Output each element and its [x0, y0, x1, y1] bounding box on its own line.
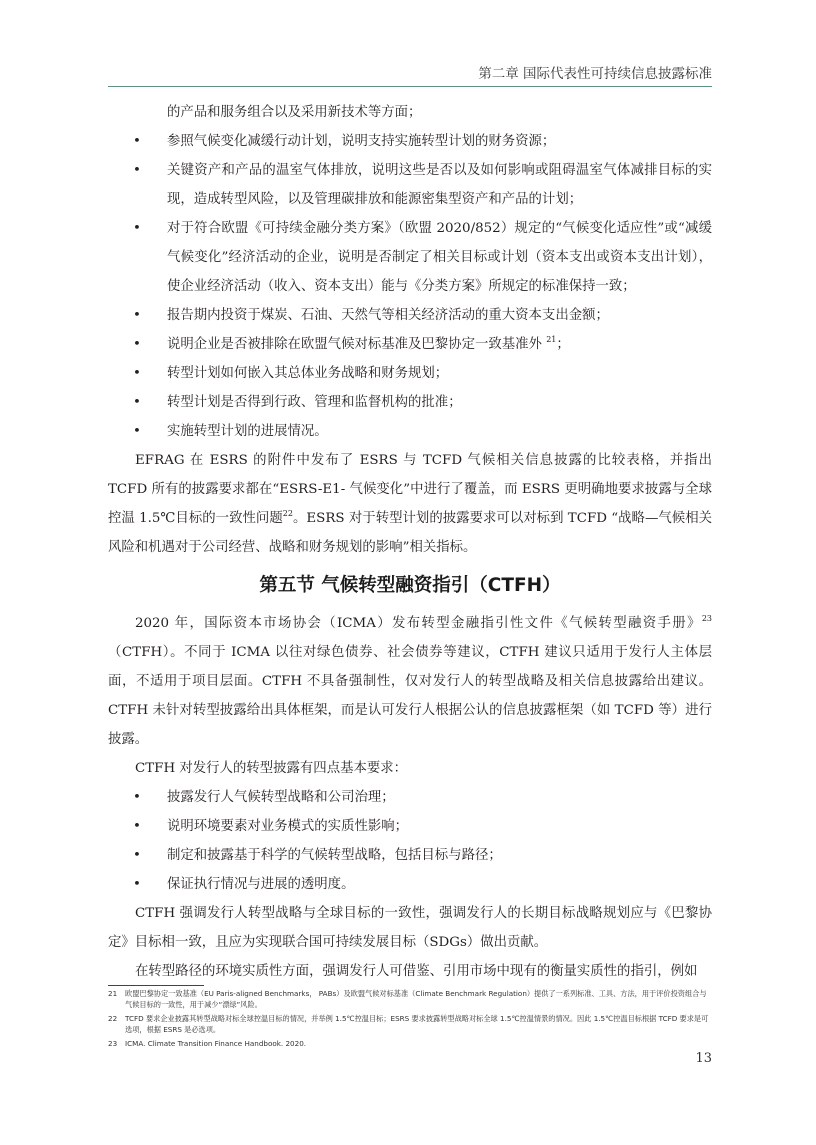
list-item: • 报告期内投资于煤炭、石油、天然气等相关经济活动的重大资本支出金额； [108, 301, 712, 330]
section-title: 第五节 气候转型融资指引（CTFH） [259, 575, 561, 596]
paragraph-ctfh-intro: 2020 年，国际资本市场协会（ICMA）发布转型金融指引性文件《气候转型融资手册》$^{23}$（CTFH）。不同于 ICMA 以往对绿色债券、社会债券等建议，CTFH 建议只适用于发行人主体层面，不适用于项目层面。CTFH 不具备强制性，仅对发行人的转型战略及相关信息披露给出建议。CTFH 未针对转型披露给出具体框架，而是认可发行人根据公认的信息披露框架（如 TCFD 等）进行披露。 [108, 614, 712, 747]
continuation-text: 的产品和服务组合以及采用新技术等方面； [167, 105, 422, 120]
body-text [108, 98, 712, 986]
footnote [108, 1038, 712, 1049]
running-header [108, 62, 712, 87]
bullet-icon: • [133, 134, 141, 149]
footnote-divider [108, 985, 204, 986]
footnotes [108, 988, 712, 1052]
page-number: 13 [695, 1051, 712, 1066]
bullet-icon: • [133, 366, 141, 381]
chapter-title: 第二章 国际代表性可持续信息披露标准 [478, 66, 712, 82]
bullet-icon: • [133, 848, 141, 863]
paragraph-ctfh-alignment: CTFH 强调发行人转型战略与全球目标的一致性，强调发行人的长期目标战略规划应与《巴黎协定》目标相一致，且应为实现联合国可持续发展目标（SDGs）做出贡献。 [108, 906, 712, 950]
footnote-text: ICMA. Climate Transition Finance Handbook. 2020. [125, 1039, 307, 1048]
bullet-list-ctfh [108, 783, 712, 899]
bullet-icon: • [133, 877, 141, 892]
list-item: • 制定和披露基于科学的气候转型战略，包括目标与路径； [108, 841, 712, 870]
bullet-icon: • [133, 424, 141, 439]
footnote-number: 23 [108, 1039, 118, 1048]
list-item: • 对于符合欧盟《可持续金融分类方案》（欧盟 2020/852）规定的“气候变化适应性”或“减缓气候变化”经济活动的企业，说明是否制定了相关目标或计划（资本支出或资本支出计划），使企业经济活动（收入、资本支出）能与《分类方案》所规定的标准保持一致； [108, 214, 712, 301]
list-item: • 转型计划如何嵌入其总体业务战略和财务规划； [108, 359, 712, 388]
footnote-ref: 21 [546, 335, 557, 344]
list-item: • 披露发行人气候转型战略和公司治理； [108, 783, 712, 812]
footnote-text: TCFD 要求企业披露其转型战略对标全球控温目标的情况，并举例 1.5℃控温目标；ESRS 要求披露转型战略对标全球 1.5℃控温情景的情况。因此 1.5℃控温目标根据 TCFD 要求是可选项，根据 ESRS 是必选项。 [125, 1014, 709, 1034]
list-item: • 实施转型计划的进展情况。 [108, 417, 712, 446]
footnote-ref: 23 [701, 614, 712, 623]
footnote [108, 988, 712, 1010]
bullet-icon: • [133, 221, 141, 236]
bullet-icon: • [133, 337, 141, 352]
footnote [108, 1013, 712, 1035]
list-item: • 说明环境要素对业务模式的实质性影响； [108, 812, 712, 841]
paragraph-efrag: EFRAG 在 ESRS 的附件中发布了 ESRS 与 TCFD 气候相关信息披露的比较表格，并指出 TCFD 所有的披露要求都在“ESRS-E1- 气候变化”中进行了覆盖，而 ESRS 更明确地要求披露与全球控温 1.5℃目标的一致性问题$^{22}$。ESRS 对于转型计划的披露要求可以对标到 TCFD “战略—气候相关风险和机遇对于公司经营、战略和财务规划的影响”相关指标。 [108, 453, 712, 555]
bullet-icon: • [133, 308, 141, 323]
list-item: • 保证执行情况与进展的透明度。 [108, 870, 712, 899]
list-item: • 关键资产和产品的温室气体排放，说明这些是否以及如何影响或阻碍温室气体减排目标的实现，造成转型风险，以及管理碳排放和能源密集型资产和产品的计划； [108, 156, 712, 214]
footnote-number: 21 [108, 989, 118, 998]
footnote-text: 欧盟巴黎协定一致基准（EU Paris-aligned Benchmarks， PABs）及欧盟气候对标基准（Climate Benchmark Regulation）提供了一系列标准、工具、方法，用于评价投资组合与气候目标的一致性，用于减少“漂绿”风险。 [125, 989, 707, 1009]
bullet-icon: • [133, 819, 141, 834]
list-item: • 参照气候变化减缓行动计划，说明支持实施转型计划的财务资源； [108, 127, 712, 156]
footnote-ref: 22 [282, 509, 293, 518]
paragraph-ctfh-materiality: 在转型路径的环境实质性方面，强调发行人可借鉴、引用市场中现有的衡量实质性的指引，例如 [135, 964, 698, 979]
bullet-list-transition-plan [108, 127, 712, 446]
footnote-number: 22 [108, 1014, 118, 1023]
bullet-icon: • [133, 163, 141, 178]
paragraph-ctfh-requirements: CTFH 对发行人的转型披露有四点基本要求： [135, 761, 408, 776]
bullet-icon: • [133, 395, 141, 410]
list-item: • 说明企业是否被排除在欧盟气候对标基准及巴黎协定一致基准外 $^{21}$； [108, 330, 712, 359]
bullet-icon: • [133, 790, 141, 805]
list-item: • 转型计划是否得到行政、管理和监督机构的批准； [108, 388, 712, 417]
